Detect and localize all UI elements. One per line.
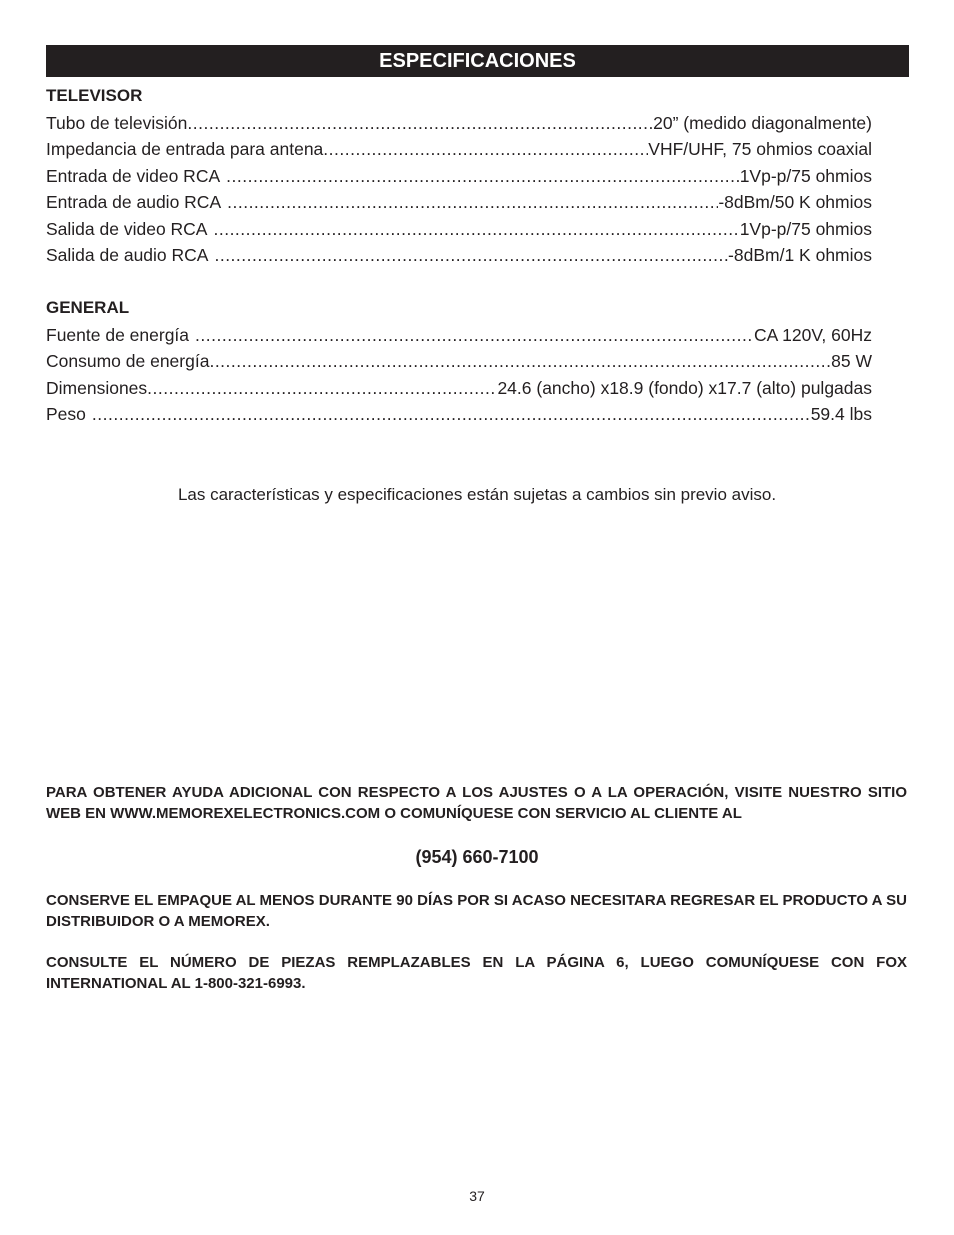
spec-row-entrada-video xyxy=(46,163,872,189)
spec-value: 24.6 (ancho) x18.9 (fondo) x17.7 (alto) pulgadas xyxy=(497,377,872,398)
spec-row-impedancia xyxy=(46,136,872,162)
dot-leader xyxy=(147,375,497,401)
spec-label: Peso xyxy=(46,404,86,425)
spec-value: -8dBm/1 K ohmios xyxy=(728,244,872,265)
spec-label: Dimensiones xyxy=(46,377,148,398)
spec-row-entrada-audio xyxy=(46,189,872,215)
general-section xyxy=(46,298,872,428)
dot-leader xyxy=(220,163,740,189)
spec-value: 1Vp-p/75 ohmios xyxy=(739,165,872,186)
general-spec-list xyxy=(46,322,872,428)
spec-label: Entrada de audio RCA xyxy=(46,192,222,213)
dot-leader xyxy=(323,136,648,162)
dot-leader xyxy=(187,110,653,136)
spec-value: 59.4 lbs xyxy=(810,404,872,425)
general-heading: GENERAL xyxy=(46,298,130,317)
spec-value: CA 120V, 60Hz xyxy=(753,325,872,345)
televisor-section xyxy=(46,86,872,268)
spec-value: 20” (medido diagonalmente) xyxy=(653,113,872,133)
dot-leader xyxy=(189,322,754,348)
televisor-spec-list xyxy=(46,110,872,268)
spec-label: Salida de video RCA xyxy=(46,218,208,239)
specifications-title: ESPECIFICACIONES xyxy=(46,45,909,77)
spec-row-fuente xyxy=(46,322,872,348)
televisor-heading: TELEVISOR xyxy=(46,86,143,105)
dot-leader xyxy=(208,242,728,268)
spec-value: -8dBm/50 K ohmios xyxy=(718,192,872,213)
page-number: 37 xyxy=(469,1188,485,1204)
spec-label: Entrada de video RCA xyxy=(46,165,221,186)
specifications-disclaimer: Las características y especificaciones están sujetas a cambios sin previo aviso. xyxy=(177,485,777,504)
packaging-notice: CONSERVE EL EMPAQUE AL MENOS DURANTE 90 DÍAS POR SI ACASO NECESITARA REGRESAR EL PRODUCTO A SU DISTRIBUIDOR O A MEMOREX. xyxy=(46,892,907,930)
spec-row-peso xyxy=(46,401,872,427)
support-notice: PARA OBTENER AYUDA ADICIONAL CON RESPECTO A LOS AJUSTES O A LA OPERACIÓN, VISITE NUESTRO SITIO WEB EN WWW.MEMOREXELECTRONICS.COM O COMUNÍQUESE CON SERVICIO AL CLIENTE AL xyxy=(46,784,907,822)
dot-leader xyxy=(207,216,739,242)
dot-leader xyxy=(221,189,718,215)
replacement-parts-notice: CONSULTE EL NÚMERO DE PIEZAS REMPLAZABLES EN LA PÁGINA 6, LUEGO COMUNÍQUESE CON FOX INTERNATIONAL AL 1-800-321-6993. xyxy=(46,954,907,992)
spec-label: Tubo de televisión xyxy=(46,113,188,133)
spec-value: 1Vp-p/75 ohmios xyxy=(739,218,872,239)
spec-value: VHF/UHF, 75 ohmios coaxial xyxy=(648,139,872,160)
spec-value: 85 W xyxy=(831,351,872,372)
spec-row-salida-audio xyxy=(46,242,872,268)
spec-row-salida-video xyxy=(46,216,872,242)
spec-row-consumo xyxy=(46,348,872,374)
spec-label: Consumo de energía xyxy=(46,351,210,372)
dot-leader xyxy=(86,401,811,427)
spec-label: Impedancia de entrada para antena xyxy=(46,139,324,160)
spec-row-dimensiones xyxy=(46,375,872,401)
support-phone-number: (954) 660-7100 xyxy=(415,847,539,867)
spec-label: Fuente de energía xyxy=(46,325,190,345)
dot-leader xyxy=(209,348,831,374)
spec-label: Salida de audio RCA xyxy=(46,244,209,265)
spec-row-tubo xyxy=(46,110,872,136)
